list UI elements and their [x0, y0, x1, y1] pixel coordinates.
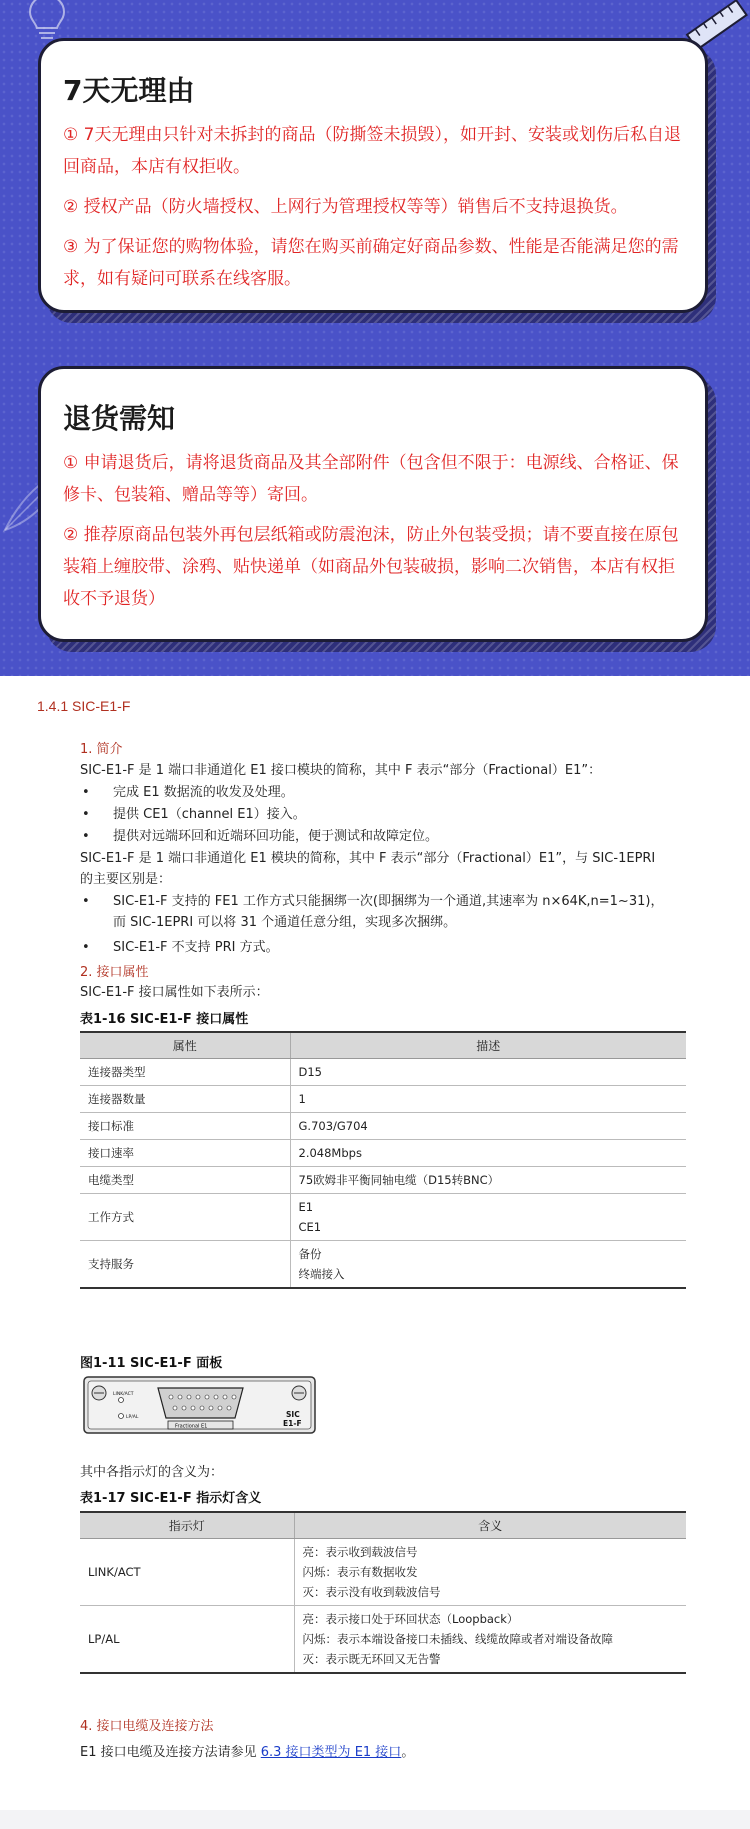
attribute-cell: 电缆类型 [80, 1166, 290, 1193]
value-cell: D15 [290, 1058, 686, 1085]
cable-paragraph: E1 接口电缆及连接方法请参见 6.3 接口类型为 E1 接口。 [80, 1745, 415, 1760]
policy-item: ② 授权产品（防火墙授权、上网行为管理授权等等）销售后不支持退换货。 [63, 197, 628, 217]
list-item-continuation: 而 SIC-1EPRI 可以将 31 个通道任意分组，实现多次捆绑。 [113, 915, 457, 930]
table-caption: 表1-17 SIC-E1-F 指示灯含义 [80, 1491, 262, 1506]
attribute-cell: 接口标准 [80, 1112, 290, 1139]
value-cell: 备份 终端接入 [290, 1240, 686, 1288]
list-item: • 提供 CE1（channel E1）接入。 [82, 807, 306, 822]
attribute-cell: 接口速率 [80, 1139, 290, 1166]
attribute-cell: 支持服务 [80, 1240, 290, 1288]
sic-e1-f-panel-figure [83, 1376, 316, 1434]
list-item: • SIC-E1-F 不支持 PRI 方式。 [82, 940, 279, 955]
indicator-name-cell: LINK/ACT [80, 1538, 294, 1605]
interface-paragraph: SIC-E1-F 接口属性如下表所示： [80, 985, 269, 1000]
attribute-cell: 连接器数量 [80, 1085, 290, 1112]
table-header-row [80, 1512, 686, 1538]
table-row [80, 1605, 686, 1673]
policy-item: ③ 为了保证您的购物体验，请您在购买前确定好商品参数、性能是否能满足您的需求，如有疑问可联系在线客服。 [63, 237, 679, 289]
link-act-label: LINK/ACT [113, 1392, 134, 1397]
value-cell: 1 [290, 1085, 686, 1112]
indicator-name-cell: LP/AL [80, 1605, 294, 1673]
table-caption: 表1-16 SIC-E1-F 接口属性 [80, 1012, 249, 1027]
table-row [80, 1193, 686, 1240]
bottom-strip [0, 1810, 750, 1829]
policy-item: ② 推荐原商品包装外再包层纸箱或防震泡沫，防止外包装受损；请不要直接在原包装箱上缠胶带、涂鸦、贴快递单（如商品外包装破损，影响二次销售，本店有权拒收不予退货） [63, 525, 679, 609]
indicator-meaning-cell: 亮：表示接口处于环回状态（Loopback） 闪烁：表示本端设备接口未插线、线缆故障或者对端设备故障 灭：表示既无环回又无告警 [294, 1605, 686, 1673]
lightbulb-icon [22, 0, 72, 42]
value-cell: G.703/G704 [290, 1112, 686, 1139]
model-label: E1-F [283, 1419, 302, 1428]
list-item: • 提供对远端环回和近端环回功能，便于测试和故障定位。 [82, 829, 439, 844]
table-row [80, 1112, 686, 1139]
seven-day-return-card [38, 38, 708, 313]
table-row [80, 1538, 686, 1605]
value-cell: E1 CE1 [290, 1193, 686, 1240]
value-cell: 2.048Mbps [290, 1139, 686, 1166]
interface-attributes-table [80, 1031, 686, 1289]
figure-caption: 图1-11 SIC-E1-F 面板 [80, 1356, 223, 1371]
indicator-meaning-cell: 亮：表示收到载波信号 闪烁：表示有数据收发 灭：表示没有收到载波信号 [294, 1538, 686, 1605]
nameplate-label: Fractional E1 [175, 1423, 208, 1430]
interface-heading: 2. 接口属性 [80, 965, 149, 980]
list-item: • 完成 E1 数据流的收发及处理。 [82, 785, 294, 800]
column-header: 描述 [290, 1032, 686, 1058]
column-header: 指示灯 [80, 1512, 294, 1538]
indicator-table [80, 1511, 686, 1674]
model-label: SIC [286, 1410, 300, 1419]
attribute-cell: 工作方式 [80, 1193, 290, 1240]
column-header: 含义 [294, 1512, 686, 1538]
policy-item: ① 申请退货后，请将退货商品及其全部附件（包含但不限于：电源线、合格证、保修卡、包装箱、赠品等等）寄回。 [63, 453, 679, 505]
comparison-paragraph: SIC-E1-F 是 1 端口非通道化 E1 模块的简称，其中 F 表示“部分（Fractional）E1”，与 SIC-1EPRI [80, 851, 656, 866]
cable-heading: 4. 接口电缆及连接方法 [80, 1719, 214, 1734]
table-row [80, 1058, 686, 1085]
comparison-paragraph: 的主要区别是： [80, 872, 172, 887]
table-row [80, 1085, 686, 1112]
indicator-intro: 其中各指示灯的含义为： [80, 1465, 224, 1480]
return-notice-card [38, 366, 708, 642]
value-cell: 75欧姆非平衡同轴电缆（D15转BNC） [290, 1166, 686, 1193]
policy-banner [0, 0, 750, 676]
section-heading: 1.4.1 SIC-E1-F [37, 698, 131, 714]
list-item: • SIC-E1-F 支持的 FE1 工作方式只能捆绑一次(即捆绑为一个通道,其速率为 n×64K,n=1~31)， [82, 894, 664, 909]
policy-item: ① 7天无理由只针对未拆封的商品（防撕签未损毁），如开封、安装或划伤后私自退回商品，本店有权拒收。 [63, 125, 681, 177]
column-header: 属性 [80, 1032, 290, 1058]
e1-interface-link[interactable]: 6.3 接口类型为 E1 接口 [260, 1745, 402, 1760]
table-header-row [80, 1032, 686, 1058]
lp-al-label: LP/AL [126, 1415, 139, 1420]
table-row [80, 1240, 686, 1288]
intro-paragraph: SIC-E1-F 是 1 端口非通道化 E1 接口模块的简称，其中 F 表示“部分（Fractional）E1”： [80, 763, 602, 778]
intro-heading: 1. 简介 [80, 742, 123, 757]
card-title: 退货需知 [63, 402, 176, 435]
card-title: 7天无理由 [63, 74, 195, 107]
table-row [80, 1139, 686, 1166]
table-row [80, 1166, 686, 1193]
attribute-cell: 连接器类型 [80, 1058, 290, 1085]
